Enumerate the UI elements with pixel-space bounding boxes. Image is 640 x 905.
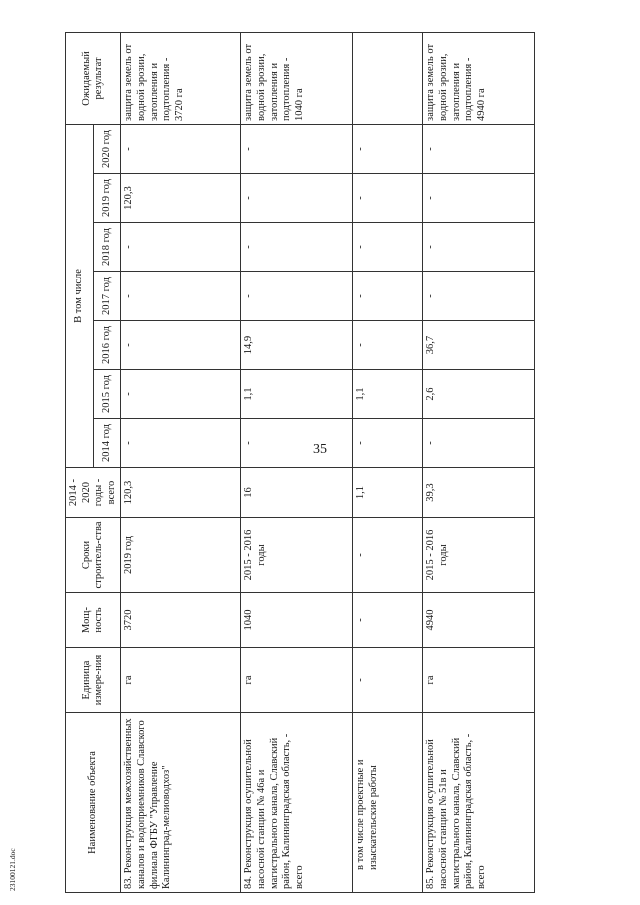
object-name: Реконструкция осушительной насосной станции № 51в и магистрального канала, Славский район, Калининградская область, - всего [425, 733, 487, 889]
unit-cell: га [121, 648, 241, 713]
terms-cell: 2015 - 2016 годы [423, 518, 535, 593]
header-terms: Сроки строитель-ства [66, 518, 121, 593]
page-number: 35 [313, 442, 327, 457]
year-value-cell: - [353, 321, 423, 370]
capacity-cell: 3720 [121, 593, 241, 648]
table-row [121, 32, 241, 892]
unit-cell: - [353, 648, 423, 713]
total-cell: 39,3 [423, 468, 535, 518]
year-value-cell: - [353, 124, 423, 173]
total-cell: 120,3 [121, 468, 241, 518]
object-name-cell [241, 713, 353, 893]
header-total: 2014 - 2020 годы - всего [66, 468, 121, 518]
header-year: 2016 год [93, 321, 121, 370]
year-value-cell: - [241, 272, 353, 321]
object-name-cell [423, 713, 535, 893]
table-row [353, 32, 423, 892]
row-number: 85. [425, 875, 437, 889]
objects-table [65, 32, 535, 893]
header-unit: Единица измере-ния [66, 648, 121, 713]
year-value-cell: - [423, 174, 535, 223]
result-cell [353, 32, 423, 124]
year-value-cell: - [241, 174, 353, 223]
header-capacity: Мощ-ность [66, 593, 121, 648]
year-value-cell: - [121, 223, 241, 272]
year-value-cell: - [241, 419, 353, 468]
object-name: Реконструкция межхозяйственных каналов и водоприемников Славского филиала ФГБУ "Управление Калининград-мелиоводхоз" [123, 718, 173, 889]
header-result: Ожидаемый результат [66, 32, 121, 124]
year-value-cell: 36,7 [423, 321, 535, 370]
terms-cell: 2015 - 2016 годы [241, 518, 353, 593]
header-year: 2014 год [93, 419, 121, 468]
year-value-cell: - [423, 272, 535, 321]
year-value-cell: - [241, 124, 353, 173]
rotated-table-container [65, 33, 625, 893]
terms-cell: - [353, 518, 423, 593]
capacity-cell: 1040 [241, 593, 353, 648]
year-value-cell: 2,6 [423, 370, 535, 419]
row-number: 84. [243, 875, 255, 889]
year-value-cell: - [353, 419, 423, 468]
unit-cell: га [241, 648, 353, 713]
unit-cell: га [423, 648, 535, 713]
file-name: 23100121.doc [8, 848, 17, 891]
year-value-cell: - [353, 174, 423, 223]
year-value-cell: 1,1 [353, 370, 423, 419]
header-year: 2020 год [93, 124, 121, 173]
total-cell: 16 [241, 468, 353, 518]
year-value-cell: - [241, 223, 353, 272]
header-year: 2019 год [93, 174, 121, 223]
year-value-cell: - [353, 272, 423, 321]
header-year: 2018 год [93, 223, 121, 272]
row-number: 83. [123, 875, 135, 889]
result-cell: защита земель от водной эрозии, затопления и подтопления - 4940 га [423, 32, 535, 124]
terms-cell: 2019 год [121, 518, 241, 593]
year-value-cell: 120,3 [121, 174, 241, 223]
year-value-cell: - [121, 370, 241, 419]
year-value-cell: - [121, 321, 241, 370]
header-row [66, 32, 94, 892]
total-cell: 1,1 [353, 468, 423, 518]
result-cell: защита земель от водной эрозии, затопления и подтопления - 1040 га [241, 32, 353, 124]
header-year: 2015 год [93, 370, 121, 419]
year-value-cell: - [423, 419, 535, 468]
header-name: Наименование объекта [66, 713, 121, 893]
table-row [241, 32, 353, 892]
year-value-cell: 14,9 [241, 321, 353, 370]
year-value-cell: - [121, 124, 241, 173]
header-including: В том числе [66, 124, 94, 467]
object-name: в том числе проектные и изыскательские работы [355, 759, 379, 870]
table-row [423, 32, 535, 892]
year-value-cell: - [121, 272, 241, 321]
result-cell: защита земель от водной эрозии, затопления и подтопления - 3720 га [121, 32, 241, 124]
object-name-cell [121, 713, 241, 893]
year-value-cell: - [121, 419, 241, 468]
capacity-cell: - [353, 593, 423, 648]
year-value-cell: - [423, 124, 535, 173]
header-year: 2017 год [93, 272, 121, 321]
object-name: Реконструкция осушительной насосной станции № 46а и магистрального канала, Славский район, Калининградская область, - всего [243, 733, 305, 889]
year-value-cell: 1,1 [241, 370, 353, 419]
year-value-cell: - [353, 223, 423, 272]
year-value-cell: - [423, 223, 535, 272]
capacity-cell: 4940 [423, 593, 535, 648]
object-name-cell [353, 713, 423, 893]
